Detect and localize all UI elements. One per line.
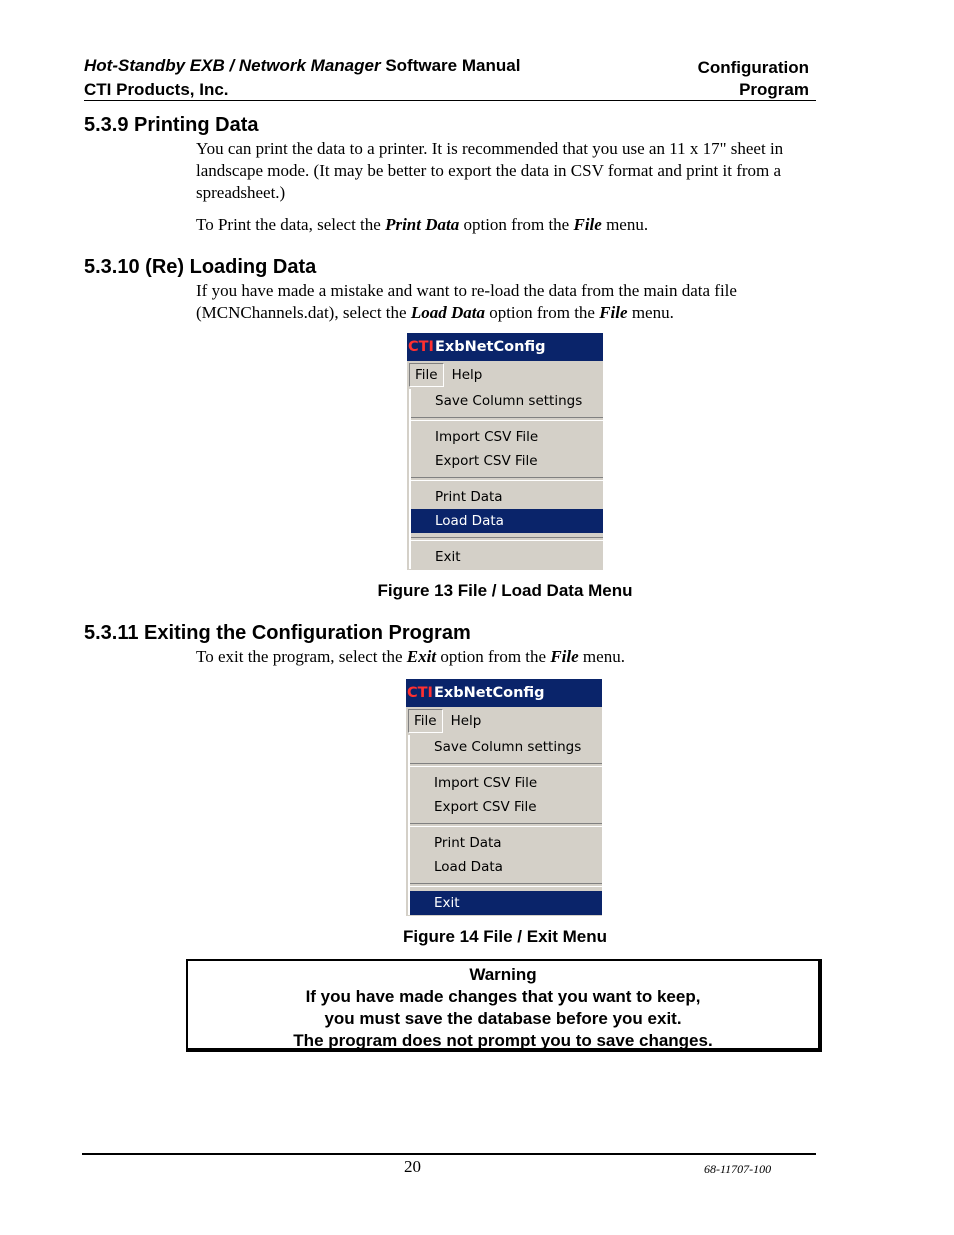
- cti-logo: CTI: [408, 339, 434, 355]
- cti-logo: CTI: [407, 685, 433, 701]
- paragraph-printing-1: You can print the data to a printer. It is recommended that you use an 11 x 17" sheet in landscape mode. (It may be better to export the data in CSV format and print it from a spreadsheet.): [196, 139, 784, 202]
- file-menu-dropdown: [408, 735, 602, 915]
- warning-line-2: you must save the database before you exit.: [324, 1009, 682, 1028]
- window-title-bar: [406, 679, 602, 707]
- section-heading-loading: 5.3.10 (Re) Loading Data: [84, 256, 317, 278]
- warning-line-1: If you have made changes that you want to keep,: [305, 987, 701, 1006]
- menu-item-exit[interactable]: Exit: [410, 891, 602, 915]
- menu-help[interactable]: Help: [450, 713, 482, 729]
- menu-item-save-column-settings[interactable]: Save Column settings: [434, 739, 582, 755]
- menu-file[interactable]: File: [408, 709, 443, 733]
- figure-14-screenshot: [406, 679, 602, 916]
- warning-title: Warning: [469, 965, 537, 984]
- menu-bar: [406, 707, 602, 735]
- menu-bar: [407, 361, 603, 389]
- warning-box: [186, 959, 822, 1052]
- window-title-bar: [407, 333, 603, 361]
- menu-separator: [411, 477, 603, 481]
- header-title: [84, 56, 520, 76]
- menu-item-export-csv[interactable]: Export CSV File: [435, 453, 538, 469]
- header-company: CTI Products, Inc.: [84, 80, 229, 99]
- menu-separator: [410, 763, 602, 767]
- menu-item-import-csv[interactable]: Import CSV File: [435, 429, 539, 445]
- paragraph-printing-2: To Print the data, select the Print Data option from the File menu.: [196, 215, 649, 234]
- menu-file[interactable]: File: [409, 363, 444, 387]
- window-title: ExbNetConfig: [434, 339, 546, 355]
- paragraph-exiting: To exit the program, select the Exit option from the File menu.: [196, 647, 625, 666]
- menu-separator: [410, 883, 602, 887]
- document-number: 68-11707-100: [704, 1162, 772, 1176]
- menu-separator: [411, 537, 603, 541]
- menu-item-print-data[interactable]: Print Data: [434, 835, 502, 851]
- paragraph-loading: If you have made a mistake and want to re-load the data from the main data file (MCNChannels.dat), select the Load Data option from the File menu.: [196, 281, 737, 322]
- menu-item-load-data[interactable]: Load Data: [434, 859, 503, 875]
- page-number: 20: [404, 1157, 421, 1176]
- window-title: ExbNetConfig: [433, 685, 545, 701]
- section-heading-exiting: 5.3.11 Exiting the Configuration Program: [84, 622, 471, 644]
- header-rule: [84, 100, 816, 101]
- menu-item-save-column-settings[interactable]: Save Column settings: [435, 393, 583, 409]
- figure-14-caption: Figure 14 File / Exit Menu: [402, 927, 608, 946]
- header-section-line1: Configuration: [697, 58, 809, 77]
- menu-separator: [410, 823, 602, 827]
- header-title-suffix: Software Manual: [380, 56, 521, 75]
- warning-line-3: The program does not prompt you to save changes.: [293, 1031, 713, 1050]
- menu-item-export-csv[interactable]: Export CSV File: [434, 799, 537, 815]
- menu-item-import-csv[interactable]: Import CSV File: [434, 775, 538, 791]
- header-title-product: Hot-Standby EXB / Network Manager: [84, 56, 381, 75]
- header-section-line2: Program: [739, 80, 809, 99]
- menu-separator: [411, 417, 603, 421]
- section-heading-printing: 5.3.9 Printing Data: [84, 114, 259, 136]
- menu-item-exit[interactable]: Exit: [435, 549, 461, 565]
- figure-13-screenshot: [407, 333, 603, 570]
- menu-item-print-data[interactable]: Print Data: [435, 489, 503, 505]
- file-menu-dropdown: [409, 389, 603, 569]
- menu-help[interactable]: Help: [451, 367, 483, 383]
- figure-13-caption: Figure 13 File / Load Data Menu: [377, 581, 633, 600]
- menu-item-load-data[interactable]: Load Data: [411, 509, 603, 533]
- footer-rule: [82, 1153, 816, 1155]
